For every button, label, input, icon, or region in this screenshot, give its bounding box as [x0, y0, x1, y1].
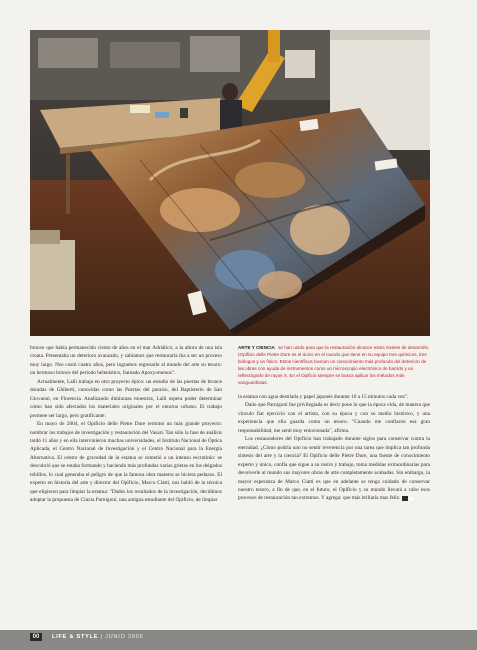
- left-paragraph-2: Actualmente, Lalli trabaja en otro proyecto épico: un estudio de las puertas de bronce doradas de Ghiberti, conocidas como las Puertas del paraíso, del Baptisterio de San Giovanni, en Florencia. Analizando diminutas muestras, Lalli espera poder determinar cómo han sido afectados los materiales originales por el entorno urbano. El trabajo promete ser largo, pero gratificante.: [30, 378, 222, 419]
- right-paragraph-2: Dado que Parnigoni fue privilegiada es decir pone lo que la época vida, de manera que vinculo fiar ejercicio con el artista, con su época y con su medio histórico, y una experiencia que ella guarda como un tesoro. "Cuando me confiaron esa gran responsabilidad, me sentí muy emocionada", afirma.: [238, 402, 430, 434]
- end-of-article-icon: ■: [402, 496, 408, 501]
- article-body: [30, 344, 430, 626]
- page-number: 00: [30, 633, 42, 641]
- caption-kicker: ARTE Y CIENCIA: [238, 345, 275, 350]
- right-paragraph-1: la estatua con agua destilada y papel japonés durante 10 a 15 minutos cada vez".: [238, 394, 409, 400]
- left-paragraph-1: bronce que había permanecido ciento de años en el mar Adriático, a la altura de una isla croata. Presentaba un deterioro avanzado, y sabíamos que restaurarla iba a ser un proceso muy largo. Nos costó cuatro años, pero logramos regresarle al mundo del arte su tesoro: un hermoso bronce del periodo helenístico, llamado Apoxyomenos".: [30, 345, 222, 377]
- photo-caption: [238, 344, 430, 386]
- publication-name: LIFE & STYLE: [52, 634, 99, 640]
- caption-text: se han unido para que la restauración alcance estos niveles de desarrollo. (Opificio delle Pietre Dure es el único en el mundo que tiene en su equipo tres químicos, tres biólogos y un físico. Estos científicos buscan un conocimiento más profundo del deterioro de las obras con ayuda de instrumentos como un microscopio electrónico de barrido y un reflectógrafo de rayos X. En el Opificio siempre se busca aplicar los métodos más vanguardistas.: [238, 345, 430, 385]
- left-column: [30, 344, 222, 505]
- right-paragraph-3-text: Los restauradores del Opificio han trabajado durante siglos para conservar contra la eternidad. ¿Cómo podría uno no sentir reverencia por una tarea que implica tan profunda síntesis del arte y la ciencia? El Opificio delle Pietre Dure, una fuente de conocimiento experto y único, confía que sigue a su rostro y trabajo, toma medidas extraordinarias para devolverle al mundo sus mayores obras de arte completamente acabadas. Sin embargo, la mayor esperanza de Marco Ciatti es que en adelante se tenga cuidado de conservar nuestro tesoro, a fin de que, en el futuro, el Opificio y su mundo llevará a cabo esos procesos de restauración tan extremos. Y agrega: que más brillaría mas feliz.: [238, 436, 430, 502]
- left-paragraph-3: En mayo de 2004, el Opificio delle Pietre Dure terminó un más grande proyecto: nombrar los trabajos de investigación y restauración del Vasari. Tan sólo la fase de análisis tardó 11 años y en ella intervinieron muchas universidades, el Instituto Nacional de Óptica Aplicada, el Centro Nacional de Investigación y el Centro Nacional para la Energía Alternativa. El centro de gravedad de la estatua se sometió a un intenso escrutinio: se descubrió que se estaba formando y haciendo más profundas varias grietas en los delgados tobillos, lo cual generaba el peligro de que la famosa obra maestra se hiciera pedazos. El experto en historia del arte y director del Opificio, Marco Ciatti, nos habló de la técnica que eligieron para limpiar la estatua: "Dados los resultados de la investigación, decidimos adoptar la propuesta de Cinzia Parnigoni, una antigua estudiante del Opificio, de limpiar: [30, 421, 222, 504]
- issue-date: JUNIO 2005: [105, 634, 144, 640]
- workshop-photo: [30, 30, 430, 336]
- right-paragraph-3: [238, 435, 430, 503]
- footer-separator: |: [100, 634, 106, 640]
- footer-bar: [0, 630, 477, 650]
- running-footer: [52, 633, 143, 641]
- restoration-workshop-illustration: [30, 30, 430, 336]
- right-column: [238, 344, 430, 503]
